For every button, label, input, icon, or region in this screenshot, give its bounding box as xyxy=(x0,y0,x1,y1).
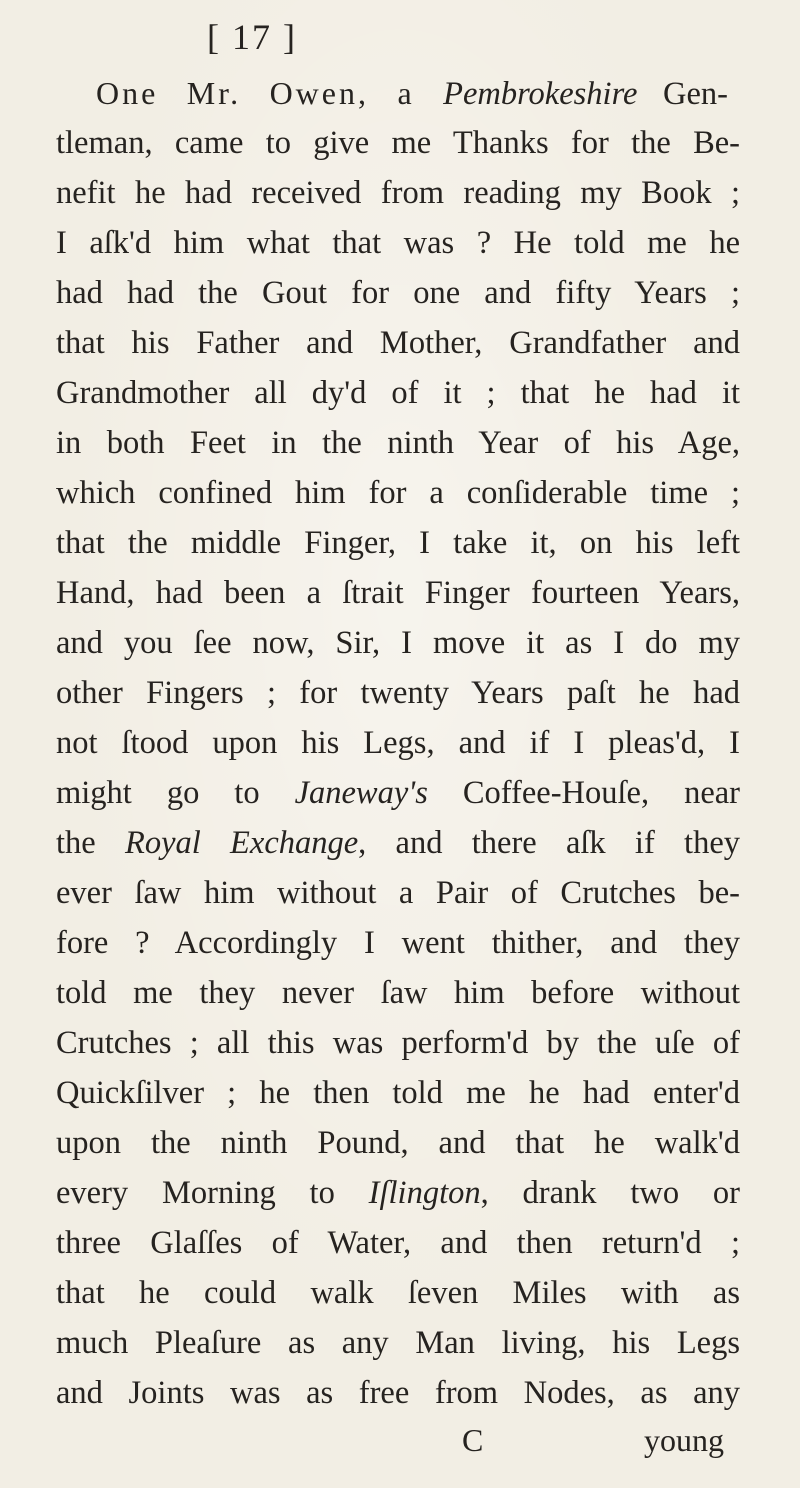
signature-mark: C xyxy=(462,1422,484,1458)
text-line-7: Grandmother all dy'd of it ; that he had it xyxy=(56,375,740,411)
text-line-25: that he could walk ſeven Miles with as xyxy=(56,1275,740,1311)
catchword: young xyxy=(644,1422,724,1458)
text-line-4: I aſk'd him what that was ? He told me he xyxy=(56,225,740,261)
text-line-18: fore ? Accordingly I went thither, and they xyxy=(56,925,740,961)
text-line-14: not ſtood upon his Legs, and if I pleas'd, I xyxy=(56,725,740,761)
text-line-1: One Mr. Owen, a Pembrokeshire Gen- xyxy=(96,75,729,112)
page-number: [ 17 ] xyxy=(207,17,297,57)
text-line-27: and Joints was as free from Nodes, as any xyxy=(56,1375,740,1411)
text-line-16: the Royal Exchange, and there aſk if they xyxy=(56,825,740,861)
text-line-6: that his Father and Mother, Grandfather and xyxy=(56,325,740,361)
text-line-20: Crutches ; all this was perform'd by the uſe of xyxy=(56,1025,740,1061)
text-line-8: in both Feet in the ninth Year of his Age, xyxy=(56,425,740,461)
text-line-22: upon the ninth Pound, and that he walk'd xyxy=(56,1125,740,1161)
text-line-24: three Glaſſes of Water, and then return'd ; xyxy=(56,1225,740,1261)
text-line-5: had had the Gout for one and fifty Years ; xyxy=(56,275,740,311)
text-line-9: which confined him for a conſiderable time ; xyxy=(56,475,740,511)
text-line-17: ever ſaw him without a Pair of Crutches be- xyxy=(56,875,740,911)
page-footer xyxy=(0,1422,800,1462)
text-line-21: Quickſilver ; he then told me he had enter'd xyxy=(56,1075,740,1111)
text-line-26: much Pleaſure as any Man living, his Legs xyxy=(56,1325,740,1361)
text-line-15: might go to Janeway's Coffee-Houſe, near xyxy=(56,775,740,811)
text-line-2: tleman, came to give me Thanks for the Be- xyxy=(56,125,740,161)
text-line-23: every Morning to Iſlington, drank two or xyxy=(56,1175,741,1211)
text-line-19: told me they never ſaw him before without xyxy=(56,975,740,1011)
text-line-11: Hand, had been a ſtrait Finger fourteen Years, xyxy=(56,575,740,611)
text-line-12: and you ſee now, Sir, I move it as I do my xyxy=(56,625,740,661)
text-line-13: other Fingers ; for twenty Years paſt he had xyxy=(56,675,740,711)
text-line-10: that the middle Finger, I take it, on his left xyxy=(56,525,740,561)
text-line-3: nefit he had received from reading my Book ; xyxy=(56,175,740,211)
